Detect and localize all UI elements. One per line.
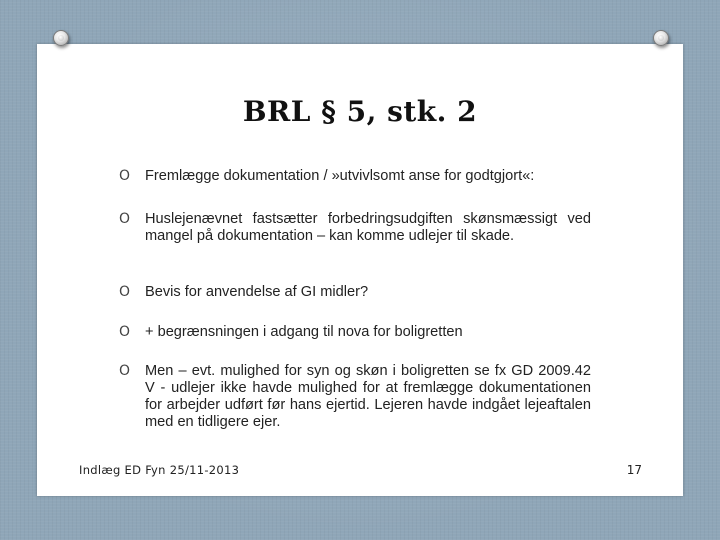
bullet-item bbox=[119, 284, 369, 301]
bullet-text: Fremlægge dokumentation / »utvivlsomt anse for godtgjort«: bbox=[145, 168, 535, 184]
bullet-marker: O bbox=[119, 324, 131, 340]
pushpin-icon bbox=[653, 30, 669, 46]
bullet-item bbox=[119, 168, 535, 185]
bullet-marker: O bbox=[119, 363, 131, 379]
bullet-text: Huslejenævnet fastsætter forbedringsudgiften skønsmæssigt ved mangel på dokumentation – kan komme udlejer til skade. bbox=[145, 211, 591, 244]
bullet-item bbox=[119, 363, 591, 431]
bullet-marker: O bbox=[119, 168, 131, 184]
bullet-item bbox=[119, 211, 591, 245]
bullet-item bbox=[119, 324, 463, 341]
bullet-text: Bevis for anvendelse af GI midler? bbox=[145, 284, 369, 300]
bullet-marker: O bbox=[119, 284, 131, 300]
pushpin-icon bbox=[53, 30, 69, 46]
bullet-text: Men – evt. mulighed for syn og skøn i boligretten se fx GD 2009.42 V - udlejer ikke havde mulighed for at fremlægge dokumentationen for arbejder udført før hans ejertid. Lejeren havde indgået lejeaftalen med en tidligere ejer. bbox=[145, 363, 591, 430]
bullet-text: + begrænsningen i adgang til nova for boligretten bbox=[145, 324, 463, 340]
slide-footer: Indlæg ED Fyn 25/11-2013 bbox=[79, 463, 240, 477]
bullet-marker: O bbox=[119, 211, 131, 227]
page-number: 17 bbox=[626, 463, 642, 477]
slide-title: BRL § 5, stk. 2 bbox=[242, 95, 478, 128]
